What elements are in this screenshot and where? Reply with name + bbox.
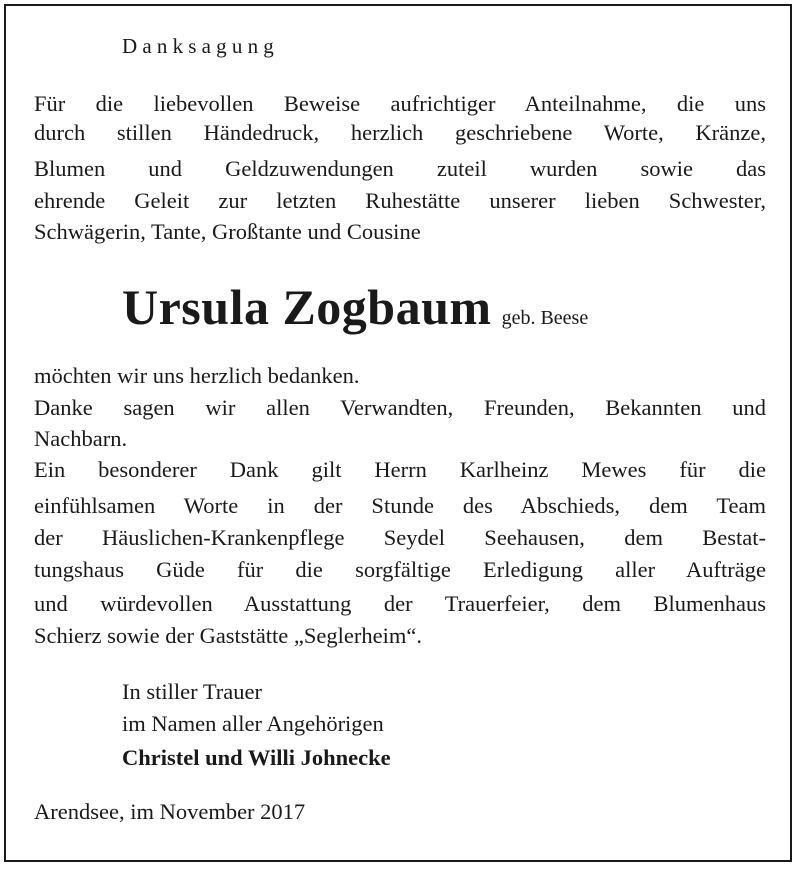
thanks-line: Ein besonderer Dank gilt Herrn Karlheinz Mewes für die (34, 457, 766, 482)
intro-line: Für die liebevollen Beweise aufrichtiger Anteilnahme, die uns (34, 91, 766, 116)
signature-line: im Namen aller Angehörigen (122, 711, 384, 736)
deceased-maiden-name: geb. Beese (501, 307, 589, 329)
thanks-line: der Häuslichen-Krankenpflege Seydel Seehausen, dem Bestat- (34, 525, 766, 550)
intro-line: ehrende Geleit zur letzten Ruhestätte unserer lieben Schwester, (34, 188, 766, 213)
signature-line: In stiller Trauer (122, 679, 262, 704)
deceased-name-row (122, 272, 588, 353)
thanks-line: Schierz sowie der Gaststätte „Seglerheim“. (34, 623, 422, 648)
intro-line: durch stillen Händedruck, herzlich geschriebene Worte, Kränze, (34, 120, 766, 145)
notice-heading: Danksagung (122, 34, 279, 58)
thanks-line: Nachbarn. (34, 426, 128, 451)
signature-names: Christel und Willi Johnecke (122, 745, 391, 770)
place-date: Arendsee, im November 2017 (34, 799, 306, 824)
thanks-line: möchten wir uns herzlich bedanken. (34, 363, 360, 388)
thanks-line: tungshaus Güde für die sorgfältige Erledigung aller Aufträge (34, 557, 766, 582)
intro-line: Blumen und Geldzuwendungen zuteil wurden sowie das (34, 156, 766, 181)
deceased-name: Ursula Zogbaum (122, 279, 492, 335)
thanks-line: Danke sagen wir allen Verwandten, Freunden, Bekannten und (34, 395, 766, 420)
thanks-line: einfühlsamen Worte in der Stunde des Abschieds, dem Team (34, 493, 766, 518)
intro-line: Schwägerin, Tante, Großtante und Cousine (34, 219, 421, 244)
thanks-line: und würdevollen Ausstattung der Trauerfeier, dem Blumenhaus (34, 591, 766, 616)
